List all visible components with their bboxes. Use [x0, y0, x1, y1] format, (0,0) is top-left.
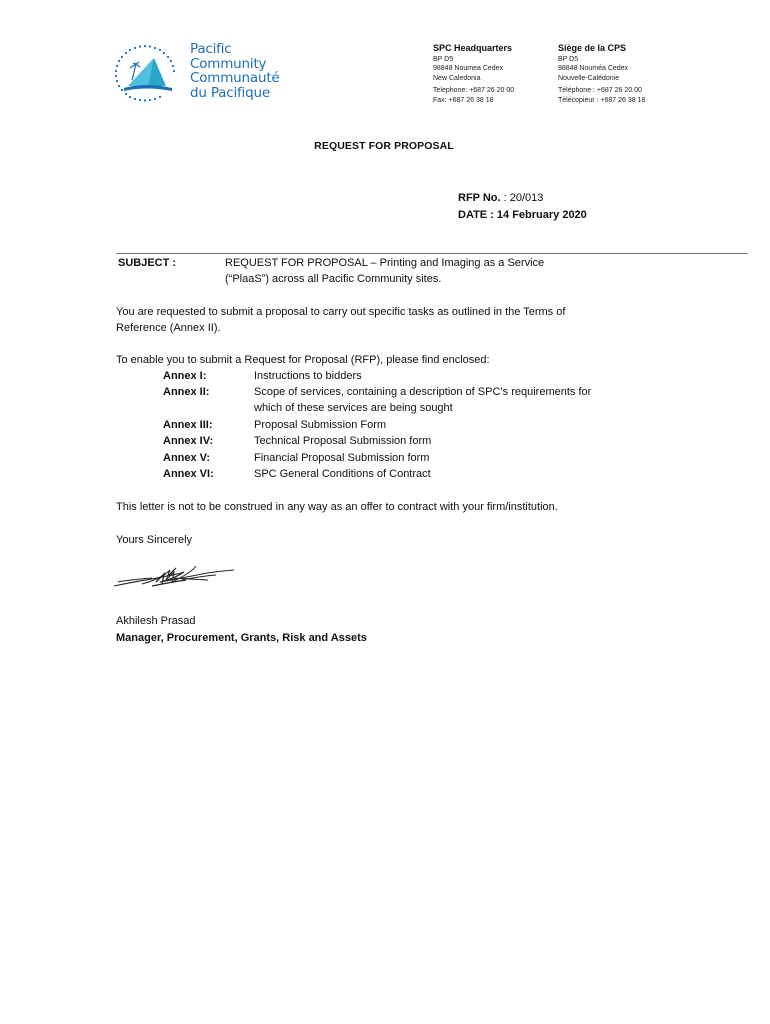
paragraph-line: You are requested to submit a proposal to carry out specific tasks as outlined in the Terms of — [116, 306, 566, 318]
annex-label: Annex IV: — [163, 435, 214, 447]
siege-line: 98848 Nouméa Cedex — [558, 65, 629, 73]
annex-label: Annex I: — [163, 370, 207, 382]
hq-heading: SPC Headquarters — [433, 43, 513, 53]
siege-line: Nouvelle-Calédonie — [558, 74, 620, 82]
annex-description: Scope of services, containing a description of SPC’s requirements for — [254, 386, 592, 398]
logo-line-1: Pacific — [190, 41, 232, 57]
divider — [116, 253, 748, 254]
logo-line-4: du Pacifique — [190, 84, 270, 101]
annex-description: SPC General Conditions of Contract — [254, 468, 431, 480]
rfp-number-label: RFP No. — [458, 192, 501, 204]
hq-line: Fax: +687 26 38 18 — [433, 96, 494, 104]
hq-line: BP D5 — [433, 56, 454, 63]
rfp-block — [458, 190, 587, 223]
annex-description-continued: which of these services are being sought — [254, 402, 453, 414]
hq-line: Telephone: +687 26 20 00 — [433, 87, 515, 95]
siege-address — [558, 42, 645, 105]
signature-image — [112, 560, 237, 592]
spc-logo-icon — [110, 42, 180, 104]
subject-body — [225, 255, 544, 288]
siege-line: BP D5 — [558, 56, 579, 63]
siege-heading: Siège de la CPS — [558, 43, 627, 53]
annex-label: Annex III: — [163, 419, 213, 431]
hq-line: 98848 Noumea Cedex — [433, 65, 504, 73]
signatory-name: Akhilesh Prasad — [116, 615, 196, 627]
closing: Yours Sincerely — [116, 534, 193, 546]
siege-line: Télécopieur : +687 26 38 18 — [558, 96, 646, 104]
subject-label: SUBJECT : — [118, 257, 177, 269]
annex-label: Annex V: — [163, 452, 211, 464]
hq-address — [433, 42, 514, 105]
document-title — [0, 140, 770, 152]
signatory-title: Manager, Procurement, Grants, Risk and Assets — [116, 632, 367, 644]
subject-line-1: REQUEST FOR PROPOSAL – Printing and Imaging as a Service — [225, 257, 545, 269]
paragraph-enclosed: To enable you to submit a Request for Proposal (RFP), please find enclosed: — [116, 354, 490, 366]
paragraph-disclaimer: This letter is not to be construed in any way as an offer to contract with your firm/institution. — [116, 501, 558, 513]
paragraph-line: Reference (Annex II). — [116, 322, 221, 335]
paragraph-terms — [116, 304, 565, 337]
annex-description: Technical Proposal Submission form — [254, 435, 432, 447]
annex-description: Financial Proposal Submission form — [254, 452, 430, 464]
subject-line-2: (“PlaaS”) across all Pacific Community sites. — [225, 273, 442, 286]
annex-label: Annex II: — [163, 386, 210, 398]
annex-label: Annex VI: — [163, 468, 214, 480]
rfp-date — [458, 207, 587, 224]
rfp-date-text: DATE : 14 February 2020 — [458, 208, 587, 221]
hq-line: New Caledonia — [433, 74, 481, 82]
logo-line-2: Community — [190, 55, 267, 72]
rfp-number — [458, 190, 587, 207]
annex-description: Proposal Submission Form — [254, 419, 387, 431]
rfp-number-value: : 20/013 — [500, 192, 544, 204]
document-title-text: REQUEST FOR PROPOSAL — [314, 140, 454, 152]
logo-line-3: Communauté — [190, 70, 280, 86]
logo-wordmark — [190, 42, 280, 100]
siege-line: Téléphone : +687 26 20 00 — [558, 87, 642, 95]
annex-description: Instructions to bidders — [254, 370, 362, 382]
